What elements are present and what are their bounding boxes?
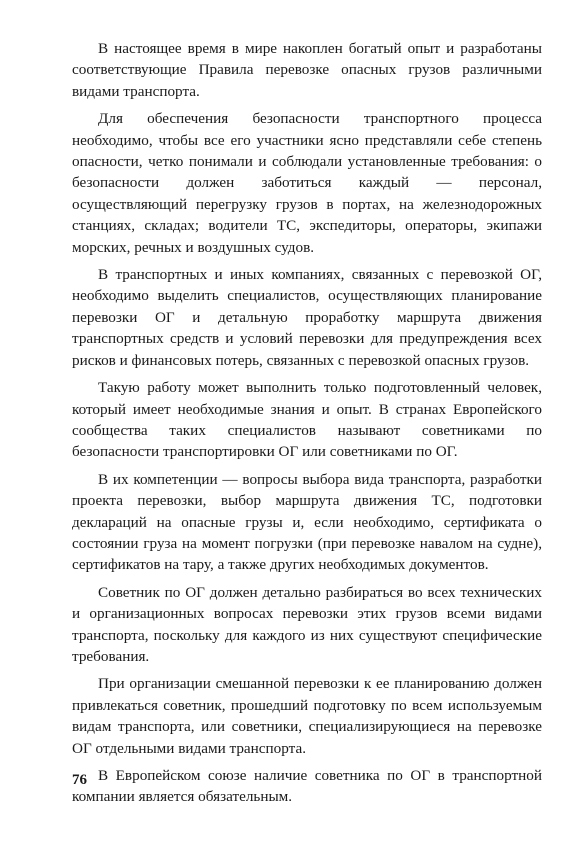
paragraph: Для обеспечения безопасности транспортного процесса необходимо, чтобы все его участники ясно представляли себе степень опасности, четко понимали и соблюдали установленные требования: о безопасности должен заботиться каждый — персонал, осуществляющий перегрузку грузов в портах, на железнодорожных станциях, складах; водители ТС, экспедиторы, операторы, экипажи морских, речных и воздушных судов. — [72, 110, 542, 256]
paragraph: В их компетенции — вопросы выбора вида транспорта, разработки проекта перевозки, выбор маршрута движения ТС, подготовки деклараций на опасные грузы и, если необходимо, сертификата о состоянии груза на момент погрузки (при перевозке навалом на судне), сертификатов на тару, а также других необходимых документов. — [72, 470, 542, 574]
page-number: 76 — [72, 772, 87, 788]
paragraph: При организации смешанной перевозки к ее планированию должен привлекаться советник, прошедший подготовку по всем используемым видам транспорта, или советники, специализирующиеся на перевозке ОГ отдельными видами транспорта. — [72, 675, 542, 757]
paragraph: В Европейском союзе наличие советника по ОГ в транспортной компании является обязательным. — [72, 767, 542, 806]
paragraph: Советник по ОГ должен детально разбираться во всех технических и организационных вопросах перевозки этих грузов всеми видами транспорта, поскольку для каждого из них существуют специфические требования. — [72, 583, 542, 665]
paragraph: В настоящее время в мире накоплен богатый опыт и разработаны соответствующие Правила перевозке опасных грузов различными видами транспорта. — [72, 40, 542, 100]
paragraph: Такую работу может выполнить только подготовленный человек, который имеет необходимые знания и опыт. В странах Европейского сообщества таких специалистов называют советниками по безопасности транспортировки ОГ или советниками по ОГ. — [72, 379, 542, 461]
page-body — [72, 38, 542, 814]
paragraph: В транспортных и иных компаниях, связанных с перевозкой ОГ, необходимо выделить специалистов, осуществляющих планирование перевозки ОГ и детальную проработку маршрута движения транспортных средств и условий перевозки для предупреждения всех рисков и финансовых потерь, связанных с перевозкой опасных грузов. — [72, 266, 542, 369]
